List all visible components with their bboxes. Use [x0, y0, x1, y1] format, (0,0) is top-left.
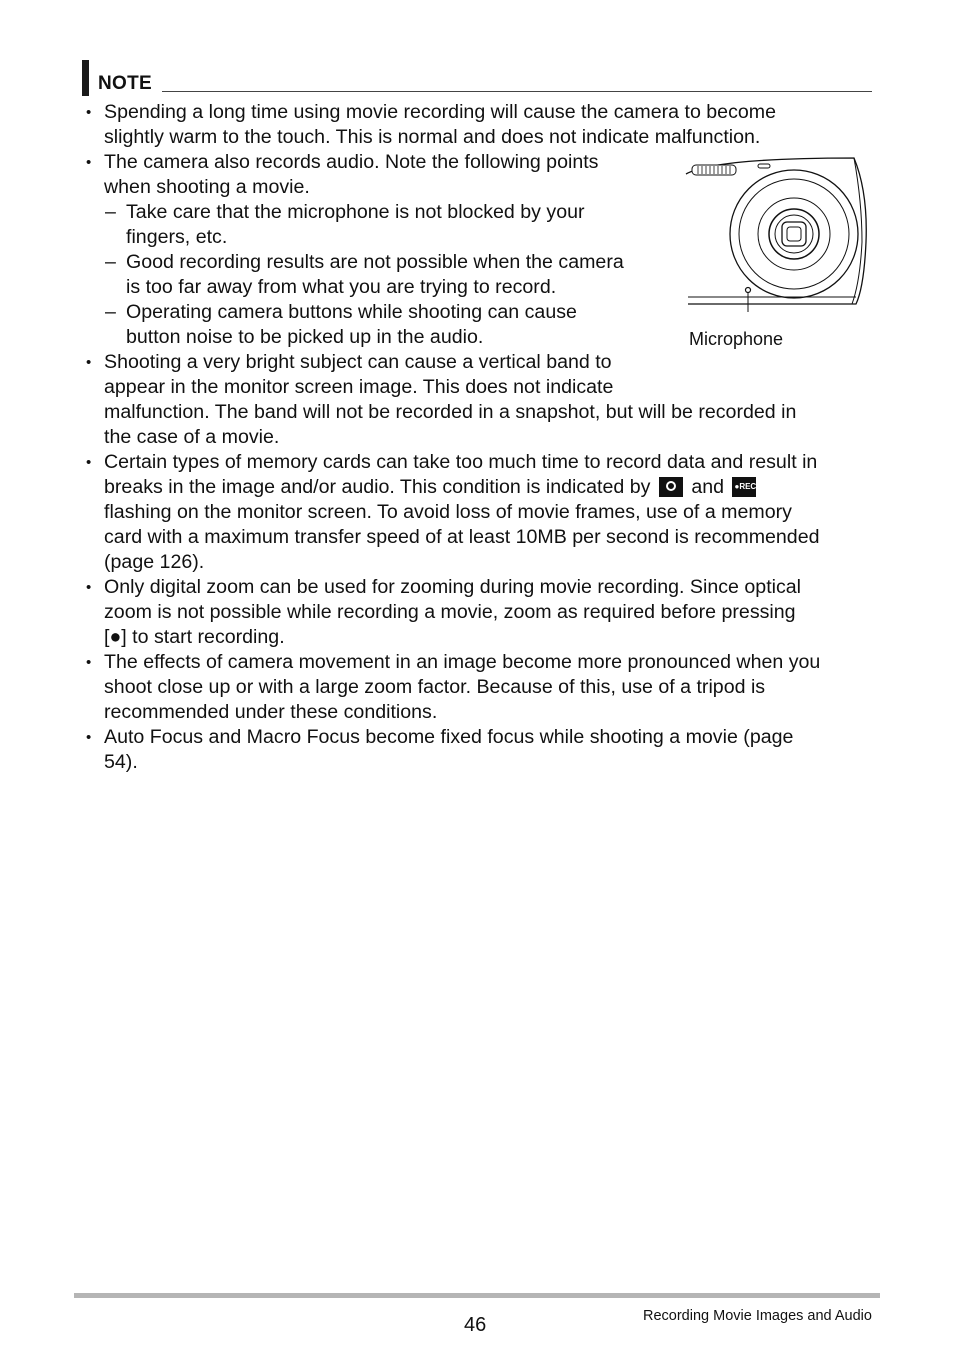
bullet-line: • The effects of camera movement in an image become more pronounced when you	[84, 650, 874, 675]
text-line: when shooting a movie.	[104, 176, 310, 198]
text-line: fingers, etc.	[126, 226, 228, 248]
text-line-with-icons	[84, 475, 874, 500]
text-line: zoom is not possible while recording a movie, zoom as required before pressing	[104, 601, 796, 623]
text-line: appear in the monitor screen image. This does not indicate	[104, 376, 614, 398]
microphone-callout-label: Microphone	[689, 329, 784, 349]
text-segment: and	[691, 476, 725, 498]
note-heading: NOTE	[98, 73, 152, 94]
text-segment: [	[104, 626, 110, 648]
camera-shake-icon	[659, 477, 683, 497]
text-line: 54).	[104, 751, 138, 773]
dash-line: – Operating camera buttons while shooting can cause	[84, 300, 874, 325]
shutter-button-glyph: ●	[109, 626, 122, 648]
text-line: (page 126).	[104, 551, 205, 573]
text-line: button noise to be picked up in the audio.	[126, 326, 484, 348]
note-divider	[162, 91, 872, 92]
bullet-line: • Auto Focus and Macro Focus become fixed focus while shooting a movie (page	[84, 725, 874, 750]
note-marker-bar	[82, 60, 89, 96]
bullet-line: • Spending a long time using movie recording will cause the camera to become	[84, 100, 874, 125]
bullet-line: • Certain types of memory cards can take too much time to record data and result in	[84, 450, 874, 475]
text-line: recommended under these conditions.	[104, 701, 438, 723]
text-segment: ] to start recording.	[121, 626, 285, 648]
dash-line: – Take care that the microphone is not blocked by your	[84, 200, 874, 225]
rec-icon-label: ●REC	[734, 482, 757, 491]
text-line: shoot close up or with a large zoom factor. Because of this, use of a tripod is	[104, 676, 766, 698]
bullet-line: • Shooting a very bright subject can cause a vertical band to	[84, 350, 874, 375]
footer-section-title: Recording Movie Images and Audio	[643, 1308, 872, 1324]
bullet-line: • Only digital zoom can be used for zooming during movie recording. Since optical	[84, 575, 874, 600]
text-line: flashing on the monitor screen. To avoid loss of movie frames, use of a memory	[104, 501, 792, 523]
footer-divider	[74, 1293, 880, 1298]
rec-icon	[732, 477, 756, 497]
text-line-with-glyph	[84, 625, 874, 650]
text-line: is too far away from what you are trying to record.	[126, 276, 557, 298]
text-line: card with a maximum transfer speed of at least 10MB per second is recommended	[104, 526, 820, 548]
text-segment: breaks in the image and/or audio. This condition is indicated by	[104, 476, 651, 498]
bullet-line: • The camera also records audio. Note the following points	[84, 150, 874, 175]
camera-illustration	[684, 152, 874, 312]
dash-line: – Good recording results are not possible when the camera	[84, 250, 874, 275]
text-line: malfunction. The band will not be recorded in a snapshot, but will be recorded in	[104, 401, 797, 423]
page-number: 46	[464, 1314, 487, 1336]
text-line: the case of a movie.	[104, 426, 280, 448]
text-line: slightly warm to the touch. This is normal and does not indicate malfunction.	[104, 126, 761, 148]
